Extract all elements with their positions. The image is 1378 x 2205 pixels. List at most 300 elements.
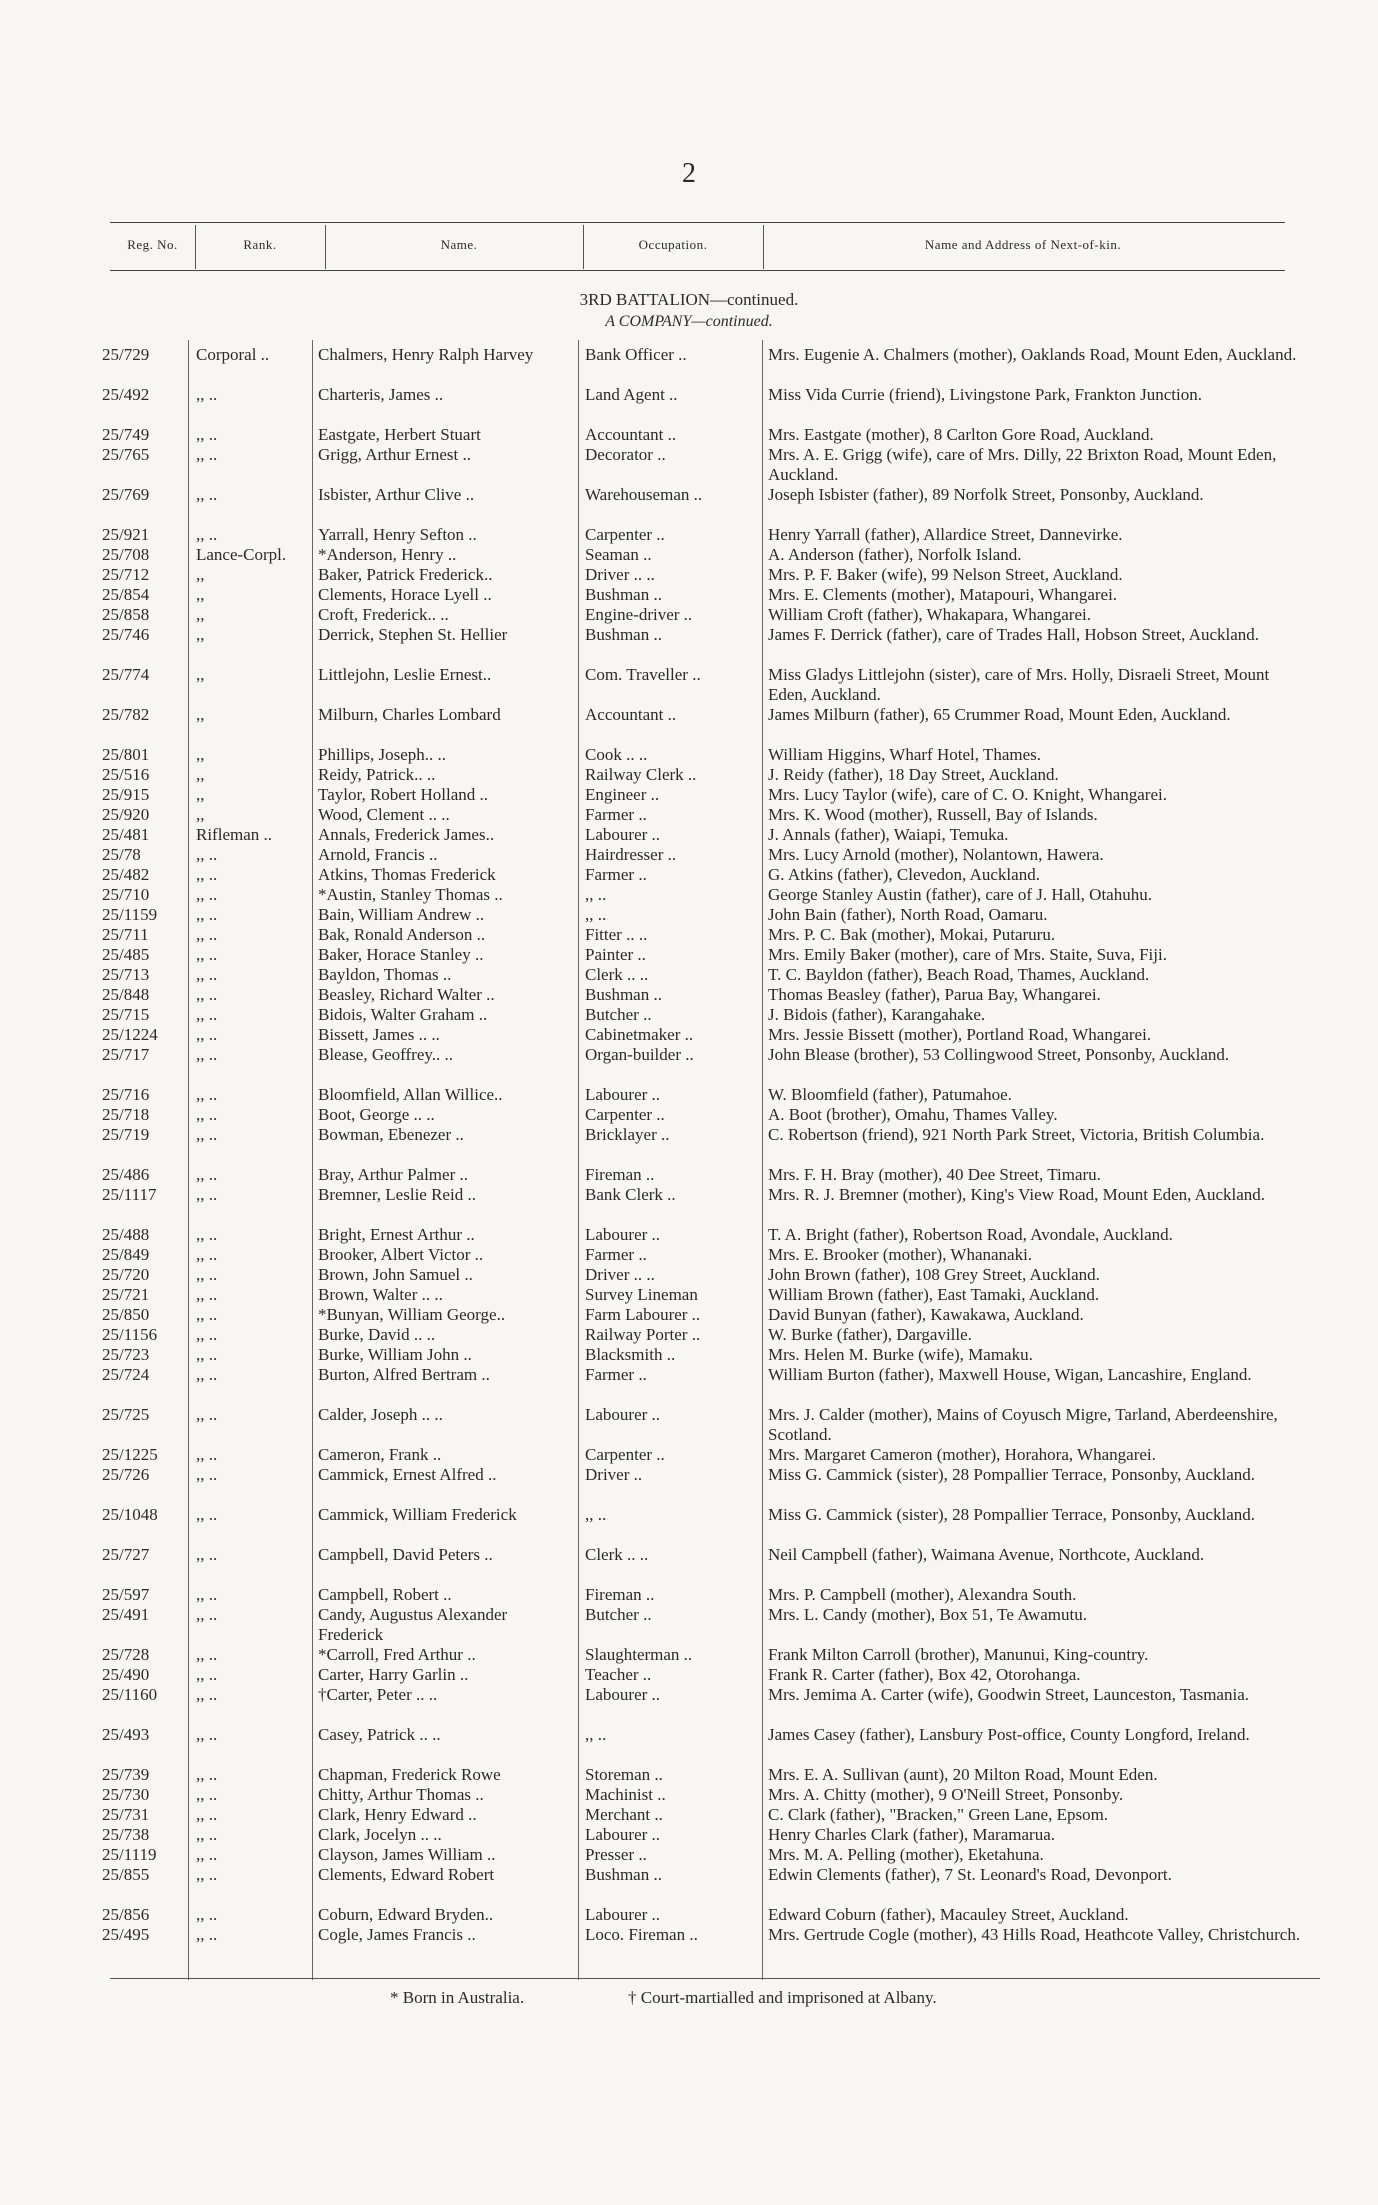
reg-number: 25/850 bbox=[102, 1305, 150, 1324]
footnote-born-australia: * Born in Australia. bbox=[390, 1988, 525, 2007]
table-row bbox=[0, 565, 1378, 585]
rank: ,, bbox=[196, 785, 205, 804]
soldier-name: Cammick, William Frederick bbox=[318, 1505, 517, 1524]
rank: Corporal .. bbox=[196, 345, 270, 364]
reg-number: 25/715 bbox=[102, 1005, 150, 1024]
occupation: Labourer .. bbox=[585, 1685, 661, 1704]
rank: ,, .. bbox=[196, 1505, 218, 1524]
soldier-name: †Carter, Peter .. .. bbox=[318, 1685, 438, 1704]
rank: ,, .. bbox=[196, 1645, 218, 1664]
next-of-kin: Frank Milton Carroll (brother), Manunui, King-country. bbox=[768, 1645, 1149, 1664]
soldier-name: Phillips, Joseph.. .. bbox=[318, 745, 446, 764]
occupation: Hairdresser .. bbox=[585, 845, 677, 864]
table-row bbox=[0, 845, 1378, 865]
reg-number: 25/920 bbox=[102, 805, 150, 824]
reg-number: 25/858 bbox=[102, 605, 150, 624]
next-of-kin: Frank R. Carter (father), Box 42, Otorohanga. bbox=[768, 1665, 1081, 1684]
next-of-kin: Edwin Clements (father), 7 St. Leonard's Road, Devonport. bbox=[768, 1865, 1172, 1884]
next-of-kin: W. Burke (father), Dargaville. bbox=[768, 1325, 972, 1344]
next-of-kin: Mrs. Lucy Taylor (wife), care of C. O. Knight, Whangarei. bbox=[768, 785, 1167, 804]
rank: ,, .. bbox=[196, 1725, 218, 1744]
table-row bbox=[0, 485, 1378, 525]
reg-number: 25/848 bbox=[102, 985, 150, 1004]
rank: Lance-Corpl. bbox=[196, 545, 287, 564]
occupation: Painter .. bbox=[585, 945, 646, 964]
reg-number: 25/1117 bbox=[102, 1185, 157, 1204]
table-row bbox=[0, 1585, 1378, 1605]
soldier-name: Clements, Edward Robert bbox=[318, 1865, 495, 1884]
rank: ,, .. bbox=[196, 925, 218, 944]
reg-number: 25/1160 bbox=[102, 1685, 158, 1704]
occupation: ,, .. bbox=[585, 905, 607, 924]
next-of-kin: Mrs. P. F. Baker (wife), 99 Nelson Street, Auckland. bbox=[768, 565, 1123, 584]
soldier-name: Casey, Patrick .. .. bbox=[318, 1725, 441, 1744]
soldier-name: Burton, Alfred Bertram .. bbox=[318, 1365, 490, 1384]
soldier-name: Bowman, Ebenezer .. bbox=[318, 1125, 464, 1144]
page-number: 2 bbox=[682, 158, 696, 189]
soldier-name: Baker, Patrick Frederick.. bbox=[318, 565, 493, 584]
table-row bbox=[0, 1905, 1378, 1925]
rank: ,, .. bbox=[196, 845, 218, 864]
soldier-name: Brown, Walter .. .. bbox=[318, 1285, 443, 1304]
reg-number: 25/725 bbox=[102, 1405, 150, 1424]
soldier-name: *Austin, Stanley Thomas .. bbox=[318, 885, 503, 904]
occupation: Presser .. bbox=[585, 1845, 647, 1864]
table-row bbox=[0, 705, 1378, 745]
occupation: Warehouseman .. bbox=[585, 485, 703, 504]
reg-number: 25/1225 bbox=[102, 1445, 158, 1464]
reg-number: 25/729 bbox=[102, 345, 150, 364]
occupation: Driver .. .. bbox=[585, 1265, 655, 1284]
footer-rule bbox=[110, 1978, 1320, 1979]
table-row bbox=[0, 1085, 1378, 1105]
rank: ,, .. bbox=[196, 425, 218, 444]
reg-number: 25/711 bbox=[102, 925, 149, 944]
soldier-name: Campbell, Robert .. bbox=[318, 1585, 452, 1604]
rank: ,, .. bbox=[196, 1025, 218, 1044]
soldier-name: *Anderson, Henry .. bbox=[318, 545, 457, 564]
rank: ,, bbox=[196, 765, 205, 784]
occupation: ,, .. bbox=[585, 885, 607, 904]
occupation: Land Agent .. bbox=[585, 385, 678, 404]
table-row bbox=[0, 445, 1378, 485]
occupation: Blacksmith .. bbox=[585, 1345, 676, 1364]
next-of-kin: Mrs. Gertrude Cogle (mother), 43 Hills Road, Heathcote Valley, Christchurch. bbox=[768, 1925, 1301, 1944]
occupation: Carpenter .. bbox=[585, 1105, 665, 1124]
table-row bbox=[0, 385, 1378, 425]
soldier-name: Brooker, Albert Victor .. bbox=[318, 1245, 484, 1264]
reg-number: 25/597 bbox=[102, 1585, 150, 1604]
next-of-kin: Mrs. Lucy Arnold (mother), Nolantown, Hawera. bbox=[768, 845, 1104, 864]
reg-number: 25/713 bbox=[102, 965, 150, 984]
soldier-name: Cammick, Ernest Alfred .. bbox=[318, 1465, 497, 1484]
header-reg: Reg. No. bbox=[127, 237, 178, 252]
occupation: Labourer .. bbox=[585, 1225, 661, 1244]
table-row bbox=[0, 605, 1378, 625]
next-of-kin: Miss G. Cammick (sister), 28 Pompallier Terrace, Ponsonby, Auckland. bbox=[768, 1465, 1256, 1484]
table-row bbox=[0, 1225, 1378, 1245]
soldier-name: Bremner, Leslie Reid .. bbox=[318, 1185, 476, 1204]
reg-number: 25/915 bbox=[102, 785, 150, 804]
occupation: Teacher .. bbox=[585, 1665, 652, 1684]
next-of-kin: Mrs. A. E. Grigg (wife), care of Mrs. Dilly, 22 Brixton Road, Mount Eden, Auckland. bbox=[768, 445, 1277, 484]
soldier-name: Croft, Frederick.. .. bbox=[318, 605, 449, 624]
table-row bbox=[0, 1785, 1378, 1805]
next-of-kin: William Burton (father), Maxwell House, Wigan, Lancashire, England. bbox=[768, 1365, 1252, 1384]
occupation: Carpenter .. bbox=[585, 1445, 665, 1464]
occupation: Loco. Fireman .. bbox=[585, 1925, 698, 1944]
soldier-name: Bak, Ronald Anderson .. bbox=[318, 925, 486, 944]
soldier-name: Wood, Clement .. .. bbox=[318, 805, 450, 824]
next-of-kin: David Bunyan (father), Kawakawa, Auckland. bbox=[768, 1305, 1084, 1324]
reg-number: 25/491 bbox=[102, 1605, 150, 1624]
next-of-kin: William Croft (father), Whakapara, Whangarei. bbox=[768, 605, 1091, 624]
occupation: Clerk .. .. bbox=[585, 1545, 649, 1564]
occupation: Fitter .. .. bbox=[585, 925, 648, 944]
rank: ,, .. bbox=[196, 1165, 218, 1184]
reg-number: 25/482 bbox=[102, 865, 150, 884]
occupation: Carpenter .. bbox=[585, 525, 665, 544]
next-of-kin: William Higgins, Wharf Hotel, Thames. bbox=[768, 745, 1041, 764]
soldier-name: Baker, Horace Stanley .. bbox=[318, 945, 484, 964]
soldier-name: Carter, Harry Garlin .. bbox=[318, 1665, 469, 1684]
occupation: Engine-driver .. bbox=[585, 605, 693, 624]
reg-number: 25/1159 bbox=[102, 905, 158, 924]
table-row bbox=[0, 825, 1378, 845]
occupation: Farm Labourer .. bbox=[585, 1305, 701, 1324]
next-of-kin: Mrs. E. A. Sullivan (aunt), 20 Milton Road, Mount Eden. bbox=[768, 1765, 1158, 1784]
soldier-name: Chapman, Frederick Rowe bbox=[318, 1765, 501, 1784]
occupation: Butcher .. bbox=[585, 1005, 652, 1024]
occupation: Cabinetmaker .. bbox=[585, 1025, 694, 1044]
occupation: Seaman .. bbox=[585, 545, 652, 564]
occupation: Farmer .. bbox=[585, 1365, 647, 1384]
reg-number: 25/486 bbox=[102, 1165, 150, 1184]
reg-number: 25/712 bbox=[102, 565, 150, 584]
table-row bbox=[0, 525, 1378, 545]
next-of-kin: J. Annals (father), Waiapi, Temuka. bbox=[768, 825, 1009, 844]
reg-number: 25/495 bbox=[102, 1925, 150, 1944]
table-row bbox=[0, 785, 1378, 805]
rank: ,, .. bbox=[196, 525, 218, 544]
next-of-kin: Mrs. Eastgate (mother), 8 Carlton Gore Road, Auckland. bbox=[768, 425, 1154, 444]
table-row bbox=[0, 965, 1378, 985]
table-row bbox=[0, 1285, 1378, 1305]
header-kin: Name and Address of Next-of-kin. bbox=[924, 237, 1122, 252]
table-row bbox=[0, 665, 1378, 705]
reg-number: 25/720 bbox=[102, 1265, 150, 1284]
reg-number: 25/769 bbox=[102, 485, 150, 504]
reg-number: 25/516 bbox=[102, 765, 150, 784]
occupation: Machinist .. bbox=[585, 1785, 666, 1804]
reg-number: 25/731 bbox=[102, 1805, 150, 1824]
table-row bbox=[0, 1165, 1378, 1185]
table-row bbox=[0, 1305, 1378, 1325]
table-row bbox=[0, 1265, 1378, 1285]
next-of-kin: John Brown (father), 108 Grey Street, Auckland. bbox=[768, 1265, 1100, 1284]
reg-number: 25/485 bbox=[102, 945, 150, 964]
rank: ,, .. bbox=[196, 1865, 218, 1884]
table-row bbox=[0, 805, 1378, 825]
reg-number: 25/723 bbox=[102, 1345, 150, 1364]
occupation: Farmer .. bbox=[585, 1245, 647, 1264]
rank: ,, .. bbox=[196, 1125, 218, 1144]
next-of-kin: C. Clark (father), "Bracken," Green Lane, Epsom. bbox=[768, 1805, 1109, 1824]
next-of-kin: Mrs. E. Brooker (mother), Whananaki. bbox=[768, 1245, 1033, 1264]
occupation: Farmer .. bbox=[585, 805, 647, 824]
soldier-name: Eastgate, Herbert Stuart bbox=[318, 425, 481, 444]
rank: ,, .. bbox=[196, 1045, 218, 1064]
reg-number: 25/721 bbox=[102, 1285, 150, 1304]
next-of-kin: Miss Gladys Littlejohn (sister), care of Mrs. Holly, Disraeli Street, Mount Eden, Auckland. bbox=[768, 665, 1270, 704]
next-of-kin: Mrs. Jemima A. Carter (wife), Goodwin Street, Launceston, Tasmania. bbox=[768, 1685, 1249, 1704]
rank: ,, bbox=[196, 705, 205, 724]
next-of-kin: Mrs. Emily Baker (mother), care of Mrs. Staite, Suva, Fiji. bbox=[768, 945, 1167, 964]
next-of-kin: Mrs. M. A. Pelling (mother), Eketahuna. bbox=[768, 1845, 1044, 1864]
next-of-kin: Mrs. Eugenie A. Chalmers (mother), Oaklands Road, Mount Eden, Auckland. bbox=[768, 345, 1297, 364]
occupation: Bushman .. bbox=[585, 585, 662, 604]
occupation: ,, .. bbox=[585, 1725, 607, 1744]
occupation: Bushman .. bbox=[585, 625, 662, 644]
next-of-kin: Mrs. F. H. Bray (mother), 40 Dee Street, Timaru. bbox=[768, 1165, 1101, 1184]
battalion-heading: 3RD BATTALION—continued. bbox=[579, 290, 799, 309]
next-of-kin: J. Reidy (father), 18 Day Street, Auckland. bbox=[768, 765, 1059, 784]
soldier-name: Coburn, Edward Bryden.. bbox=[318, 1905, 494, 1924]
table-row bbox=[0, 1605, 1378, 1645]
reg-number: 25/710 bbox=[102, 885, 150, 904]
next-of-kin: Mrs. L. Candy (mother), Box 51, Te Awamutu. bbox=[768, 1605, 1087, 1624]
rank: ,, .. bbox=[196, 1685, 218, 1704]
rank: ,, .. bbox=[196, 445, 218, 464]
table-row bbox=[0, 1805, 1378, 1825]
table-row bbox=[0, 1725, 1378, 1765]
occupation: Railway Porter .. bbox=[585, 1325, 701, 1344]
rank: ,, .. bbox=[196, 1365, 218, 1384]
table-row bbox=[0, 1645, 1378, 1665]
next-of-kin: A. Anderson (father), Norfolk Island. bbox=[768, 545, 1022, 564]
next-of-kin: T. A. Bright (father), Robertson Road, Avondale, Auckland. bbox=[768, 1225, 1173, 1244]
next-of-kin: John Bain (father), North Road, Oamaru. bbox=[768, 905, 1048, 924]
reg-number: 25/849 bbox=[102, 1245, 150, 1264]
rank: ,, .. bbox=[196, 985, 218, 1004]
occupation: Engineer .. bbox=[585, 785, 660, 804]
soldier-name: Reidy, Patrick.. .. bbox=[318, 765, 436, 784]
reg-number: 25/730 bbox=[102, 1785, 150, 1804]
reg-number: 25/746 bbox=[102, 625, 150, 644]
reg-number: 25/765 bbox=[102, 445, 150, 464]
reg-number: 25/493 bbox=[102, 1725, 150, 1744]
header-name: Name. bbox=[440, 237, 478, 252]
rank: ,, .. bbox=[196, 1325, 218, 1344]
rank: ,, bbox=[196, 565, 205, 584]
occupation: Bushman .. bbox=[585, 1865, 662, 1884]
rank: ,, .. bbox=[196, 1185, 218, 1204]
soldier-name: Bright, Ernest Arthur .. bbox=[318, 1225, 475, 1244]
reg-number: 25/727 bbox=[102, 1545, 150, 1564]
table-row bbox=[0, 1845, 1378, 1865]
table-row bbox=[0, 1765, 1378, 1785]
reg-number: 25/738 bbox=[102, 1825, 150, 1844]
reg-number: 25/488 bbox=[102, 1225, 150, 1244]
next-of-kin: Mrs. Margaret Cameron (mother), Horahora, Whangarei. bbox=[768, 1445, 1156, 1464]
soldier-name: Blease, Geoffrey.. .. bbox=[318, 1045, 454, 1064]
soldier-name: Campbell, David Peters .. bbox=[318, 1545, 493, 1564]
next-of-kin: Henry Yarrall (father), Allardice Street, Dannevirke. bbox=[768, 525, 1123, 544]
occupation: Farmer .. bbox=[585, 865, 647, 884]
occupation: Accountant .. bbox=[585, 705, 677, 724]
soldier-name: Burke, David .. .. bbox=[318, 1325, 436, 1344]
table-row bbox=[0, 585, 1378, 605]
reg-number: 25/749 bbox=[102, 425, 150, 444]
occupation: Com. Traveller .. bbox=[585, 665, 701, 684]
table-row bbox=[0, 945, 1378, 965]
rank: ,, .. bbox=[196, 1265, 218, 1284]
table-row bbox=[0, 1465, 1378, 1505]
rank: ,, .. bbox=[196, 1225, 218, 1244]
table-row bbox=[0, 1865, 1378, 1905]
soldier-name: Clayson, James William .. bbox=[318, 1845, 496, 1864]
reg-number: 25/719 bbox=[102, 1125, 150, 1144]
reg-number: 25/855 bbox=[102, 1865, 150, 1884]
table-row bbox=[0, 1005, 1378, 1025]
occupation: Storeman .. bbox=[585, 1765, 663, 1784]
reg-number: 25/717 bbox=[102, 1045, 150, 1064]
reg-number: 25/728 bbox=[102, 1645, 150, 1664]
next-of-kin: William Brown (father), East Tamaki, Auckland. bbox=[768, 1285, 1100, 1304]
soldier-name: Isbister, Arthur Clive .. bbox=[318, 485, 475, 504]
next-of-kin: John Blease (brother), 53 Collingwood Street, Ponsonby, Auckland. bbox=[768, 1045, 1230, 1064]
rank: ,, .. bbox=[196, 1585, 218, 1604]
table-row bbox=[0, 1505, 1378, 1545]
soldier-name: Clark, Jocelyn .. .. bbox=[318, 1825, 442, 1844]
rank: ,, .. bbox=[196, 1545, 218, 1564]
table-row bbox=[0, 1185, 1378, 1225]
next-of-kin: James Milburn (father), 65 Crummer Road, Mount Eden, Auckland. bbox=[768, 705, 1231, 724]
table-row bbox=[0, 1025, 1378, 1045]
soldier-name: Boot, George .. .. bbox=[318, 1105, 435, 1124]
rank: ,, .. bbox=[196, 385, 218, 404]
soldier-name: Yarrall, Henry Sefton .. bbox=[318, 525, 477, 544]
next-of-kin: J. Bidois (father), Karangahake. bbox=[768, 1005, 986, 1024]
reg-number: 25/921 bbox=[102, 525, 150, 544]
occupation: Survey Lineman bbox=[585, 1285, 698, 1304]
reg-number: 25/708 bbox=[102, 545, 150, 564]
next-of-kin: James F. Derrick (father), care of Trades Hall, Hobson Street, Auckland. bbox=[768, 625, 1260, 644]
rank: ,, .. bbox=[196, 1925, 218, 1944]
occupation: Labourer .. bbox=[585, 825, 661, 844]
next-of-kin: Mrs. Helen M. Burke (wife), Mamaku. bbox=[768, 1345, 1033, 1364]
table-row bbox=[0, 625, 1378, 665]
table-row bbox=[0, 1365, 1378, 1405]
reg-number: 25/490 bbox=[102, 1665, 150, 1684]
soldier-name: Atkins, Thomas Frederick bbox=[318, 865, 496, 884]
soldier-name: Bain, William Andrew .. bbox=[318, 905, 485, 924]
rank: ,, .. bbox=[196, 1005, 218, 1024]
soldier-name: Arnold, Francis .. bbox=[318, 845, 438, 864]
occupation: Fireman .. bbox=[585, 1585, 655, 1604]
rank: ,, .. bbox=[196, 905, 218, 924]
rank: ,, .. bbox=[196, 1845, 218, 1864]
rank: ,, .. bbox=[196, 1605, 218, 1624]
occupation: Cook .. .. bbox=[585, 745, 648, 764]
next-of-kin: George Stanley Austin (father), care of J. Hall, Otahuhu. bbox=[768, 885, 1152, 904]
table-row bbox=[0, 1405, 1378, 1445]
table-row bbox=[0, 1045, 1378, 1085]
rank: ,, bbox=[196, 625, 205, 644]
rank: ,, .. bbox=[196, 1825, 218, 1844]
footnote-court-martialled: † Court-martialled and imprisoned at Albany. bbox=[628, 1988, 937, 2007]
soldier-name: Milburn, Charles Lombard bbox=[318, 705, 501, 724]
soldier-name: Taylor, Robert Holland .. bbox=[318, 785, 488, 804]
soldier-name: Bissett, James .. .. bbox=[318, 1025, 440, 1044]
header-rank: Rank. bbox=[243, 237, 277, 252]
reg-number: 25/782 bbox=[102, 705, 150, 724]
next-of-kin: Mrs. R. J. Bremner (mother), King's View Road, Mount Eden, Auckland. bbox=[768, 1185, 1266, 1204]
rank: ,, .. bbox=[196, 1245, 218, 1264]
rank: ,, .. bbox=[196, 1105, 218, 1124]
rank: ,, .. bbox=[196, 1345, 218, 1364]
next-of-kin: W. Bloomfield (father), Patumahoe. bbox=[768, 1085, 1012, 1104]
next-of-kin: Mrs. Jessie Bissett (mother), Portland Road, Whangarei. bbox=[768, 1025, 1152, 1044]
rank: ,, .. bbox=[196, 965, 218, 984]
reg-number: 25/724 bbox=[102, 1365, 150, 1384]
rank: ,, .. bbox=[196, 1905, 218, 1924]
table-row bbox=[0, 425, 1378, 445]
next-of-kin: Mrs. J. Calder (mother), Mains of Coyusch Migre, Tarland, Aberdeenshire, Scotland. bbox=[768, 1405, 1278, 1444]
company-heading: A COMPANY—continued. bbox=[605, 313, 773, 330]
occupation: Labourer .. bbox=[585, 1825, 661, 1844]
rank: ,, bbox=[196, 665, 205, 684]
table-row bbox=[0, 545, 1378, 565]
soldier-name: Beasley, Richard Walter .. bbox=[318, 985, 495, 1004]
reg-number: 25/854 bbox=[102, 585, 150, 604]
rank: ,, .. bbox=[196, 1445, 218, 1464]
reg-number: 25/78 bbox=[102, 845, 141, 864]
next-of-kin: Mrs. A. Chitty (mother), 9 O'Neill Street, Ponsonby. bbox=[768, 1785, 1124, 1804]
rank: ,, .. bbox=[196, 1805, 218, 1824]
occupation: Bank Officer .. bbox=[585, 345, 687, 364]
rank: ,, .. bbox=[196, 945, 218, 964]
rank: ,, .. bbox=[196, 1665, 218, 1684]
rank: ,, .. bbox=[196, 1305, 218, 1324]
soldier-name: Derrick, Stephen St. Hellier bbox=[318, 625, 508, 644]
next-of-kin: Edward Coburn (father), Macauley Street, Auckland. bbox=[768, 1905, 1129, 1924]
soldier-name: Littlejohn, Leslie Ernest.. bbox=[318, 665, 492, 684]
soldier-name: Brown, John Samuel .. bbox=[318, 1265, 473, 1284]
next-of-kin: G. Atkins (father), Clevedon, Auckland. bbox=[768, 865, 1040, 884]
table-row bbox=[0, 905, 1378, 925]
table-header bbox=[110, 225, 1285, 269]
occupation: Clerk .. .. bbox=[585, 965, 649, 984]
occupation: Labourer .. bbox=[585, 1405, 661, 1424]
rank: ,, .. bbox=[196, 865, 218, 884]
occupation: Slaughterman .. bbox=[585, 1645, 693, 1664]
header-occupation: Occupation. bbox=[638, 237, 708, 252]
occupation: Accountant .. bbox=[585, 425, 677, 444]
soldier-name: Charteris, James .. bbox=[318, 385, 444, 404]
table-row bbox=[0, 765, 1378, 785]
occupation: Railway Clerk .. bbox=[585, 765, 697, 784]
next-of-kin: T. C. Bayldon (father), Beach Road, Thames, Auckland. bbox=[768, 965, 1150, 984]
rank: ,, .. bbox=[196, 885, 218, 904]
rank: ,, bbox=[196, 745, 205, 764]
roll-table-body bbox=[0, 345, 1378, 1945]
header-bottom-rule bbox=[110, 270, 1285, 271]
soldier-name: Chalmers, Henry Ralph Harvey bbox=[318, 345, 534, 364]
next-of-kin: A. Boot (brother), Omahu, Thames Valley. bbox=[768, 1105, 1058, 1124]
next-of-kin: Miss Vida Currie (friend), Livingstone Park, Frankton Junction. bbox=[768, 385, 1202, 404]
rank: ,, .. bbox=[196, 1465, 218, 1484]
